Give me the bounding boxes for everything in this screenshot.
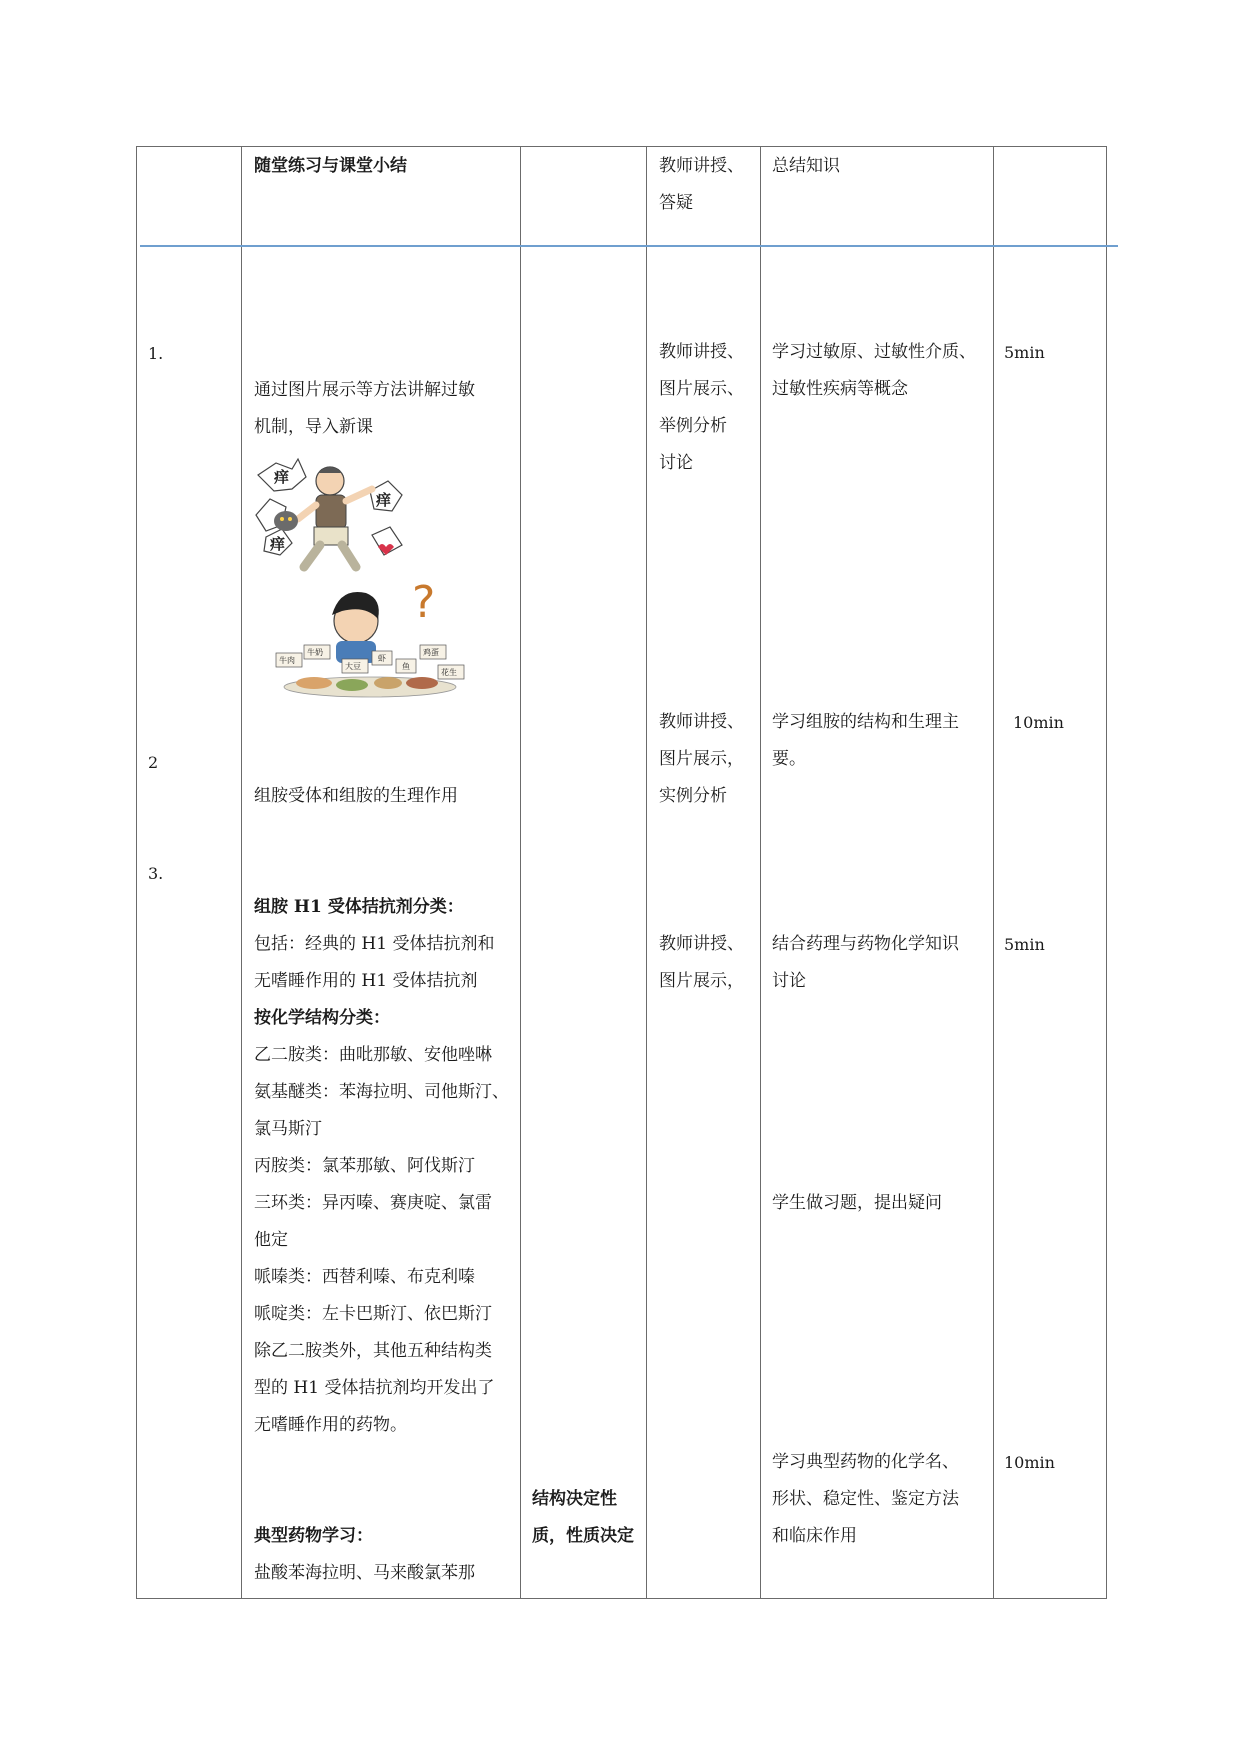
table-border-right bbox=[1106, 147, 1107, 1599]
row1-number: 1. bbox=[148, 344, 164, 363]
row3-line-b7: 哌嗪类：西替利嗪、布克利嗪 bbox=[254, 1267, 475, 1287]
header-method-line-1: 教师讲授、 bbox=[659, 156, 744, 176]
food-label-peanut: 花生 bbox=[441, 668, 457, 677]
question-mark-icon: ? bbox=[412, 577, 436, 628]
header-method-line-2: 答疑 bbox=[659, 193, 693, 213]
row3-number: 3. bbox=[148, 864, 164, 883]
row4-goal-line-3: 和临床作用 bbox=[772, 1526, 857, 1546]
column-divider-4 bbox=[760, 147, 761, 1599]
food-label-shrimp: 虾 bbox=[378, 654, 386, 663]
row3-method-line-2: 图片展示， bbox=[659, 971, 744, 991]
row3-line-a1: 包括：经典的 H1 受体拮抗剂和 bbox=[254, 934, 495, 954]
row3-time: 5min bbox=[1004, 935, 1045, 954]
row1-content-line-1: 通过图片展示等方法讲解过敏 bbox=[254, 380, 475, 400]
row4-goal-line-1: 学习典型药物的化学名、 bbox=[772, 1452, 959, 1472]
food-label-beef: 牛肉 bbox=[279, 656, 295, 665]
row3-line-b9: 除乙二胺类外，其他五种结构类 bbox=[254, 1341, 492, 1361]
row1-method-line-4: 讨论 bbox=[659, 453, 693, 473]
table-border-left bbox=[136, 147, 137, 1599]
row3-line-b4: 丙胺类：氯苯那敏、阿伐斯汀 bbox=[254, 1156, 475, 1176]
row2-method-line-1: 教师讲授、 bbox=[659, 712, 744, 732]
row4-title: 典型药物学习： bbox=[254, 1526, 373, 1546]
row1-method-line-3: 举例分析 bbox=[659, 416, 727, 436]
itchy-man-illustration bbox=[252, 455, 422, 575]
row3-line-a2: 无嗜睡作用的 H1 受体拮抗剂 bbox=[254, 971, 478, 991]
row3-line-b6: 他定 bbox=[254, 1230, 288, 1250]
row2-time: 10min bbox=[1013, 713, 1064, 732]
row3-title: 组胺 H1 受体拮抗剂分类： bbox=[254, 897, 464, 917]
allergen-foods-drawing bbox=[270, 575, 470, 705]
row4-goal-line-2: 形状、稳定性、鉴定方法 bbox=[772, 1489, 959, 1509]
row3-line-b2: 氨基醚类：苯海拉明、司他斯汀、 bbox=[254, 1082, 509, 1102]
row1-time: 5min bbox=[1004, 343, 1045, 362]
row3-line-b11: 无嗜睡作用的药物。 bbox=[254, 1415, 407, 1435]
row2-number: 2 bbox=[148, 753, 159, 772]
row2-method-line-2: 图片展示， bbox=[659, 749, 744, 769]
row1-content-line-2: 机制，导入新课 bbox=[254, 417, 373, 437]
table-border-top bbox=[136, 146, 1107, 147]
food-label-egg: 鸡蛋 bbox=[423, 648, 439, 657]
column-divider-5 bbox=[993, 147, 994, 1599]
row3-line-b8: 哌啶类：左卡巴斯汀、依巴斯汀 bbox=[254, 1304, 492, 1324]
itchy-man-drawing bbox=[252, 455, 422, 575]
row1-goal-line-1: 学习过敏原、过敏性介质、 bbox=[772, 342, 976, 362]
row2-goal-line-2: 要。 bbox=[772, 749, 806, 769]
row3-line-b3: 氯马斯汀 bbox=[254, 1119, 322, 1139]
row4-line: 盐酸苯海拉明、马来酸氯苯那 bbox=[254, 1563, 475, 1583]
allergen-foods-illustration bbox=[270, 575, 470, 705]
row2-goal-line-1: 学习组胺的结构和生理主 bbox=[772, 712, 959, 732]
column-divider-3 bbox=[646, 147, 647, 1599]
food-label-fish: 鱼 bbox=[402, 662, 410, 671]
header-content: 随堂练习与课堂小结 bbox=[254, 156, 407, 176]
row4-emphasis-line-2: 质，性质决定 bbox=[532, 1526, 634, 1546]
row3-goal-line-2: 讨论 bbox=[772, 971, 806, 991]
row-divider-line bbox=[140, 245, 1118, 247]
itch-word-2: 痒 bbox=[376, 491, 392, 509]
row3-goal-2: 学生做习题，提出疑问 bbox=[772, 1193, 942, 1213]
row2-method-line-3: 实例分析 bbox=[659, 786, 727, 806]
row4-emphasis-line-1: 结构决定性 bbox=[532, 1489, 617, 1509]
row4-time: 10min bbox=[1004, 1453, 1055, 1472]
itch-word-1: 痒 bbox=[274, 468, 290, 486]
row3-line-b5: 三环类：异丙嗪、赛庚啶、氯雷 bbox=[254, 1193, 492, 1213]
column-divider-1 bbox=[241, 147, 242, 1599]
row3-goal-line-1: 结合药理与药物化学知识 bbox=[772, 934, 959, 954]
row1-method-line-2: 图片展示、 bbox=[659, 379, 744, 399]
row1-goal-line-2: 过敏性疾病等概念 bbox=[772, 379, 908, 399]
row3-subtitle: 按化学结构分类： bbox=[254, 1008, 390, 1028]
row3-line-b10: 型的 H1 受体拮抗剂均开发出了 bbox=[254, 1378, 495, 1398]
row2-content: 组胺受体和组胺的生理作用 bbox=[254, 786, 458, 806]
food-label-soybean: 大豆 bbox=[345, 662, 361, 671]
row3-line-b1: 乙二胺类：曲吡那敏、安他唑啉 bbox=[254, 1045, 492, 1065]
row3-method-line-1: 教师讲授、 bbox=[659, 934, 744, 954]
table-border-bottom bbox=[136, 1598, 1107, 1599]
itch-word-3: 痒 bbox=[270, 535, 286, 553]
column-divider-2 bbox=[520, 147, 521, 1599]
row1-method-line-1: 教师讲授、 bbox=[659, 342, 744, 362]
food-label-milk: 牛奶 bbox=[307, 648, 323, 657]
header-goal: 总结知识 bbox=[772, 156, 840, 176]
